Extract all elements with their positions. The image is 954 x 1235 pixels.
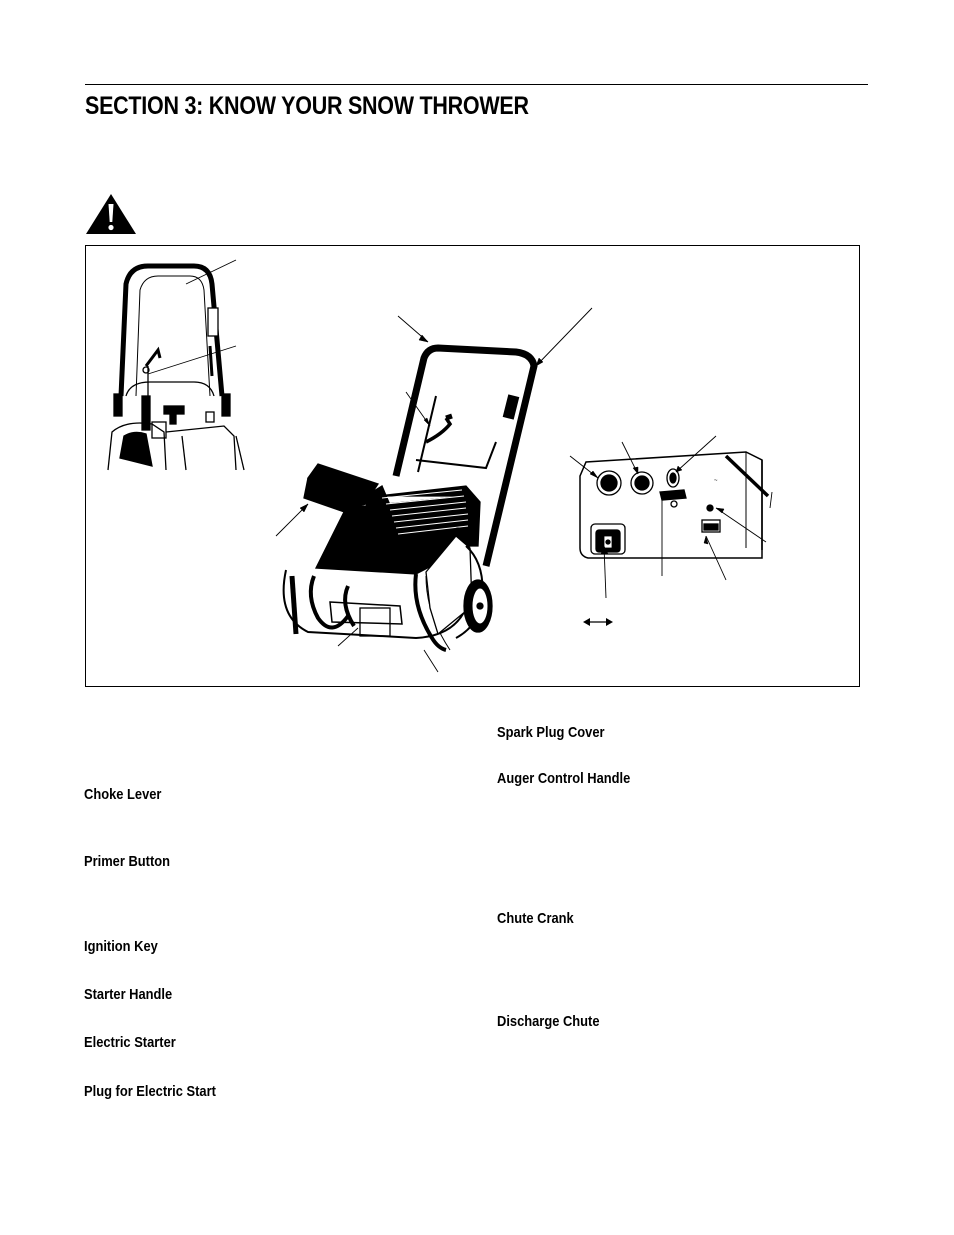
section-title: SECTION 3: KNOW YOUR SNOW THROWER [85,92,529,120]
svg-text:~: ~ [714,478,718,484]
engine-panel-drawing [580,452,768,558]
part-label-plug-electric-start: Plug for Electric Start [84,1083,216,1100]
handle-inset-drawing [108,266,244,470]
part-label-primer-button: Primer Button [84,853,171,870]
warning-triangle-icon [84,192,138,236]
part-label-ignition-key: Ignition Key [84,938,158,955]
part-label-electric-starter: Electric Starter [84,1034,176,1051]
double-arrow-icon [583,618,613,626]
part-label-starter-handle: Starter Handle [84,986,173,1003]
part-label-discharge-chute: Discharge Chute [497,1013,600,1030]
part-label-choke-lever: Choke Lever [84,786,162,803]
part-label-spark-plug-cover: Spark Plug Cover [497,724,605,741]
snow-thrower-illustration [86,246,861,688]
part-label-auger-control-handle: Auger Control Handle [497,770,631,787]
snow-thrower-figure [85,245,860,687]
part-label-chute-crank: Chute Crank [497,910,574,927]
header-rule [85,84,868,85]
snow-thrower-drawing [284,348,534,650]
